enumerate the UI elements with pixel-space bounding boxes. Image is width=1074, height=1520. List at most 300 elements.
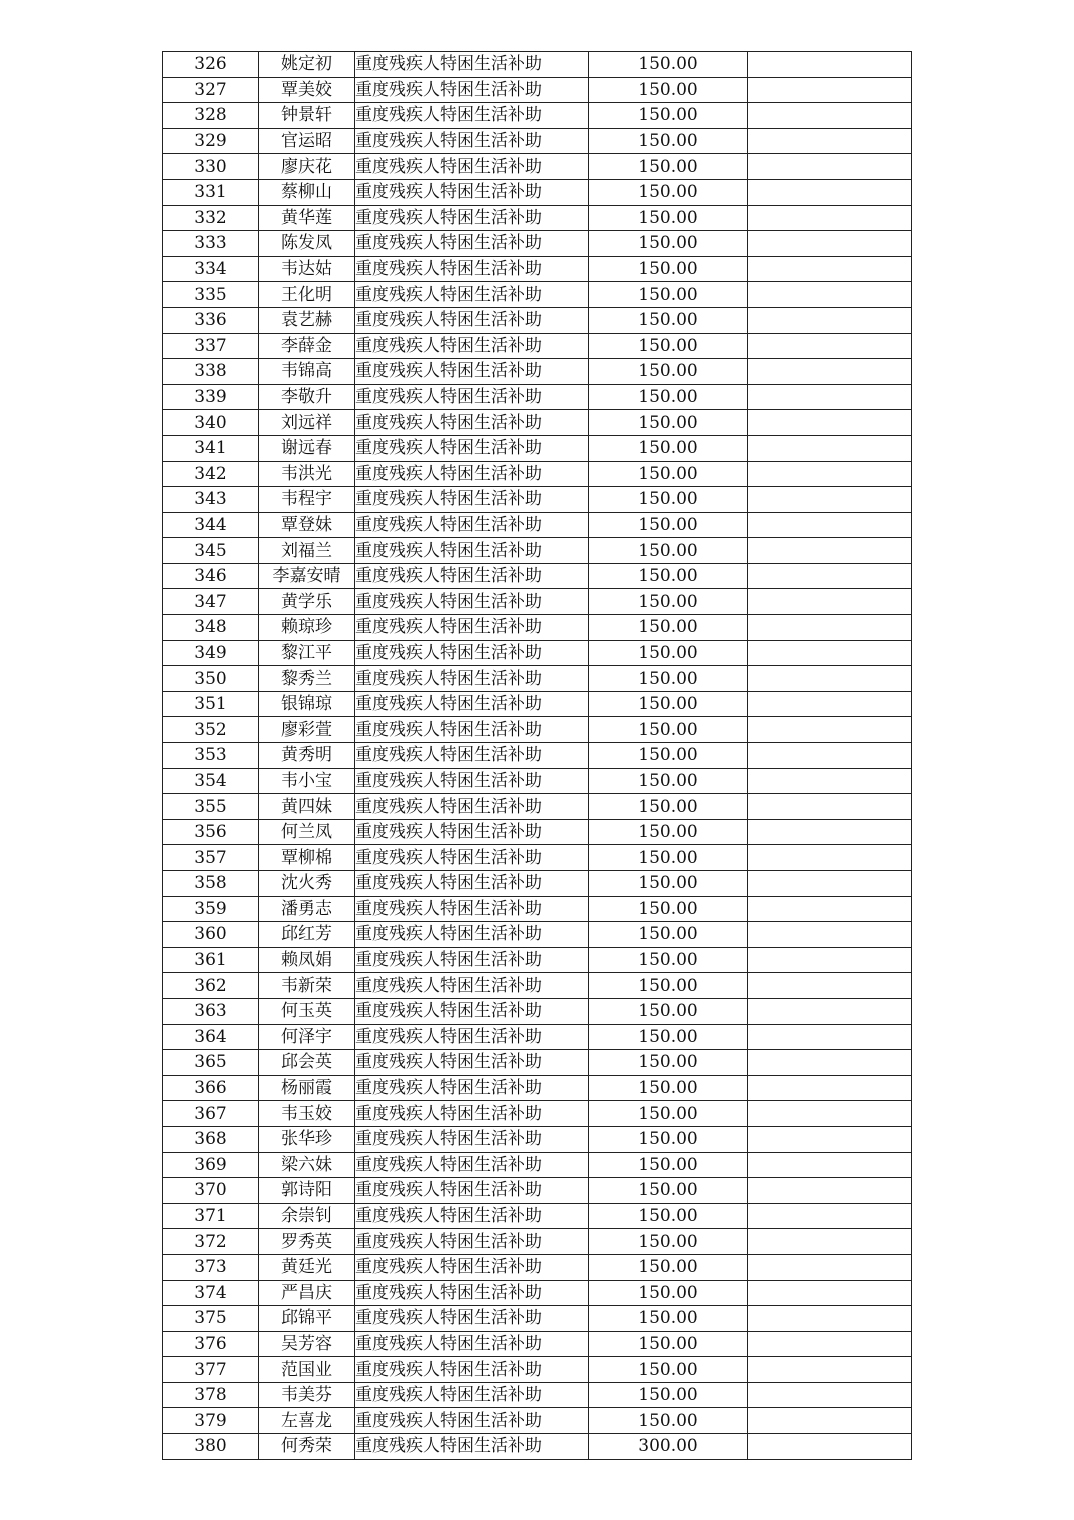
recipient-name-cell: 陈发凤 xyxy=(259,231,355,257)
recipient-name-cell: 韦洪光 xyxy=(259,461,355,487)
recipient-name-cell: 严昌庆 xyxy=(259,1280,355,1306)
row-number-cell: 376 xyxy=(163,1331,259,1357)
row-number-cell: 357 xyxy=(163,845,259,871)
amount-cell: 150.00 xyxy=(589,947,748,973)
amount-cell: 150.00 xyxy=(589,666,748,692)
row-number-cell: 331 xyxy=(163,179,259,205)
row-number-cell: 350 xyxy=(163,666,259,692)
row-number-cell: 365 xyxy=(163,1050,259,1076)
recipient-name-cell: 韦玉姣 xyxy=(259,1101,355,1127)
row-number-cell: 345 xyxy=(163,538,259,564)
table-row xyxy=(163,563,912,589)
amount-cell: 150.00 xyxy=(589,1126,748,1152)
remark-cell xyxy=(748,1050,912,1076)
subsidy-type-cell: 重度残疾人特困生活补助 xyxy=(355,1357,589,1383)
remark-cell xyxy=(748,1229,912,1255)
row-number-cell: 351 xyxy=(163,691,259,717)
recipient-name-cell: 王化明 xyxy=(259,282,355,308)
subsidy-type-cell: 重度残疾人特困生活补助 xyxy=(355,1152,589,1178)
table-row xyxy=(163,410,912,436)
row-number-cell: 371 xyxy=(163,1203,259,1229)
table-row xyxy=(163,512,912,538)
recipient-name-cell: 黎江平 xyxy=(259,640,355,666)
row-number-cell: 352 xyxy=(163,717,259,743)
remark-cell xyxy=(748,1101,912,1127)
subsidy-type-cell: 重度残疾人特困生活补助 xyxy=(355,1178,589,1204)
table-row xyxy=(163,333,912,359)
subsidy-type-cell: 重度残疾人特困生活补助 xyxy=(355,1306,589,1332)
remark-cell xyxy=(748,666,912,692)
table-row xyxy=(163,77,912,103)
subsidy-type-cell: 重度残疾人特困生活补助 xyxy=(355,461,589,487)
recipient-name-cell: 李嘉安晴 xyxy=(259,563,355,589)
row-number-cell: 361 xyxy=(163,947,259,973)
table-row xyxy=(163,1408,912,1434)
remark-cell xyxy=(748,1178,912,1204)
recipient-name-cell: 袁艺赫 xyxy=(259,307,355,333)
amount-cell: 150.00 xyxy=(589,461,748,487)
recipient-name-cell: 韦锦高 xyxy=(259,359,355,385)
row-number-cell: 363 xyxy=(163,998,259,1024)
table-row xyxy=(163,1126,912,1152)
table-row xyxy=(163,1306,912,1332)
amount-cell: 150.00 xyxy=(589,794,748,820)
remark-cell xyxy=(748,435,912,461)
table-row xyxy=(163,947,912,973)
subsidy-type-cell: 重度残疾人特困生活补助 xyxy=(355,589,589,615)
recipient-name-cell: 邱红芳 xyxy=(259,922,355,948)
table-row xyxy=(163,52,912,78)
remark-cell xyxy=(748,179,912,205)
table-row xyxy=(163,128,912,154)
remark-cell xyxy=(748,896,912,922)
recipient-name-cell: 黄华莲 xyxy=(259,205,355,231)
row-number-cell: 359 xyxy=(163,896,259,922)
table-row xyxy=(163,384,912,410)
row-number-cell: 380 xyxy=(163,1434,259,1460)
table-row xyxy=(163,1203,912,1229)
remark-cell xyxy=(748,1152,912,1178)
subsidy-type-cell: 重度残疾人特困生活补助 xyxy=(355,359,589,385)
subsidy-type-cell: 重度残疾人特困生活补助 xyxy=(355,998,589,1024)
table-row xyxy=(163,179,912,205)
subsidy-type-cell: 重度残疾人特困生活补助 xyxy=(355,1024,589,1050)
subsidy-type-cell: 重度残疾人特困生活补助 xyxy=(355,666,589,692)
recipient-name-cell: 左喜龙 xyxy=(259,1408,355,1434)
remark-cell xyxy=(748,307,912,333)
table-row xyxy=(163,461,912,487)
amount-cell: 150.00 xyxy=(589,512,748,538)
remark-cell xyxy=(748,640,912,666)
row-number-cell: 366 xyxy=(163,1075,259,1101)
recipient-name-cell: 罗秀英 xyxy=(259,1229,355,1255)
remark-cell xyxy=(748,1357,912,1383)
amount-cell: 150.00 xyxy=(589,640,748,666)
table-row xyxy=(163,615,912,641)
row-number-cell: 330 xyxy=(163,154,259,180)
row-number-cell: 369 xyxy=(163,1152,259,1178)
subsidy-type-cell: 重度残疾人特困生活补助 xyxy=(355,1408,589,1434)
row-number-cell: 375 xyxy=(163,1306,259,1332)
subsidy-type-cell: 重度残疾人特困生活补助 xyxy=(355,538,589,564)
amount-cell: 150.00 xyxy=(589,768,748,794)
amount-cell: 150.00 xyxy=(589,871,748,897)
recipient-name-cell: 潘勇志 xyxy=(259,896,355,922)
row-number-cell: 328 xyxy=(163,103,259,129)
amount-cell: 150.00 xyxy=(589,1229,748,1255)
remark-cell xyxy=(748,359,912,385)
recipient-name-cell: 杨丽霞 xyxy=(259,1075,355,1101)
remark-cell xyxy=(748,538,912,564)
subsidy-type-cell: 重度残疾人特困生活补助 xyxy=(355,384,589,410)
remark-cell xyxy=(748,845,912,871)
remark-cell xyxy=(748,103,912,129)
recipient-name-cell: 刘远祥 xyxy=(259,410,355,436)
recipient-name-cell: 郭诗阳 xyxy=(259,1178,355,1204)
remark-cell xyxy=(748,819,912,845)
table-row xyxy=(163,691,912,717)
amount-cell: 150.00 xyxy=(589,1331,748,1357)
amount-cell: 150.00 xyxy=(589,973,748,999)
amount-cell: 150.00 xyxy=(589,333,748,359)
recipient-name-cell: 沈火秀 xyxy=(259,871,355,897)
table-row xyxy=(163,871,912,897)
amount-cell: 150.00 xyxy=(589,1357,748,1383)
recipient-name-cell: 何兰凤 xyxy=(259,819,355,845)
table-row xyxy=(163,103,912,129)
row-number-cell: 368 xyxy=(163,1126,259,1152)
amount-cell: 150.00 xyxy=(589,1203,748,1229)
row-number-cell: 335 xyxy=(163,282,259,308)
subsidy-type-cell: 重度残疾人特困生活补助 xyxy=(355,256,589,282)
row-number-cell: 367 xyxy=(163,1101,259,1127)
amount-cell: 150.00 xyxy=(589,845,748,871)
table-row xyxy=(163,1382,912,1408)
subsidy-type-cell: 重度残疾人特困生活补助 xyxy=(355,947,589,973)
amount-cell: 150.00 xyxy=(589,1178,748,1204)
row-number-cell: 364 xyxy=(163,1024,259,1050)
row-number-cell: 355 xyxy=(163,794,259,820)
amount-cell: 150.00 xyxy=(589,282,748,308)
table-row xyxy=(163,1152,912,1178)
table-row xyxy=(163,231,912,257)
recipient-name-cell: 吴芳容 xyxy=(259,1331,355,1357)
recipient-name-cell: 黄廷光 xyxy=(259,1254,355,1280)
remark-cell xyxy=(748,256,912,282)
amount-cell: 150.00 xyxy=(589,538,748,564)
row-number-cell: 374 xyxy=(163,1280,259,1306)
subsidy-type-cell: 重度残疾人特困生活补助 xyxy=(355,1254,589,1280)
table-row xyxy=(163,819,912,845)
remark-cell xyxy=(748,1382,912,1408)
subsidy-type-cell: 重度残疾人特困生活补助 xyxy=(355,819,589,845)
recipient-name-cell: 官运昭 xyxy=(259,128,355,154)
table-row xyxy=(163,743,912,769)
table-row xyxy=(163,1434,912,1460)
amount-cell: 150.00 xyxy=(589,615,748,641)
recipient-name-cell: 廖庆花 xyxy=(259,154,355,180)
amount-cell: 150.00 xyxy=(589,487,748,513)
remark-cell xyxy=(748,1434,912,1460)
amount-cell: 150.00 xyxy=(589,1382,748,1408)
row-number-cell: 337 xyxy=(163,333,259,359)
table-row xyxy=(163,1229,912,1255)
remark-cell xyxy=(748,1203,912,1229)
recipient-name-cell: 张华珍 xyxy=(259,1126,355,1152)
recipient-name-cell: 刘福兰 xyxy=(259,538,355,564)
amount-cell: 150.00 xyxy=(589,307,748,333)
remark-cell xyxy=(748,282,912,308)
subsidy-type-cell: 重度残疾人特困生活补助 xyxy=(355,128,589,154)
subsidy-type-cell: 重度残疾人特困生活补助 xyxy=(355,333,589,359)
remark-cell xyxy=(748,487,912,513)
recipient-name-cell: 赖琼珍 xyxy=(259,615,355,641)
recipient-name-cell: 谢远春 xyxy=(259,435,355,461)
recipient-name-cell: 韦小宝 xyxy=(259,768,355,794)
amount-cell: 150.00 xyxy=(589,896,748,922)
amount-cell: 150.00 xyxy=(589,563,748,589)
table-row xyxy=(163,1331,912,1357)
remark-cell xyxy=(748,973,912,999)
recipient-name-cell: 廖彩萱 xyxy=(259,717,355,743)
subsidy-type-cell: 重度残疾人特困生活补助 xyxy=(355,512,589,538)
remark-cell xyxy=(748,384,912,410)
row-number-cell: 326 xyxy=(163,52,259,78)
row-number-cell: 354 xyxy=(163,768,259,794)
table-row xyxy=(163,359,912,385)
subsidy-type-cell: 重度残疾人特困生活补助 xyxy=(355,691,589,717)
row-number-cell: 378 xyxy=(163,1382,259,1408)
recipient-name-cell: 何泽宇 xyxy=(259,1024,355,1050)
subsidy-type-cell: 重度残疾人特困生活补助 xyxy=(355,1382,589,1408)
table-row xyxy=(163,487,912,513)
recipient-name-cell: 邱会英 xyxy=(259,1050,355,1076)
amount-cell: 150.00 xyxy=(589,435,748,461)
row-number-cell: 353 xyxy=(163,743,259,769)
row-number-cell: 373 xyxy=(163,1254,259,1280)
amount-cell: 150.00 xyxy=(589,1101,748,1127)
amount-cell: 150.00 xyxy=(589,691,748,717)
table-row xyxy=(163,256,912,282)
amount-cell: 150.00 xyxy=(589,179,748,205)
subsidy-type-cell: 重度残疾人特困生活补助 xyxy=(355,768,589,794)
table-row xyxy=(163,538,912,564)
amount-cell: 150.00 xyxy=(589,1152,748,1178)
row-number-cell: 346 xyxy=(163,563,259,589)
subsidy-type-cell: 重度残疾人特困生活补助 xyxy=(355,205,589,231)
table-row xyxy=(163,1178,912,1204)
subsidy-type-cell: 重度残疾人特困生活补助 xyxy=(355,717,589,743)
row-number-cell: 344 xyxy=(163,512,259,538)
amount-cell: 150.00 xyxy=(589,819,748,845)
remark-cell xyxy=(748,768,912,794)
recipient-name-cell: 姚定初 xyxy=(259,52,355,78)
recipient-name-cell: 韦美芬 xyxy=(259,1382,355,1408)
row-number-cell: 379 xyxy=(163,1408,259,1434)
subsidy-type-cell: 重度残疾人特困生活补助 xyxy=(355,77,589,103)
subsidy-type-cell: 重度残疾人特困生活补助 xyxy=(355,1331,589,1357)
amount-cell: 150.00 xyxy=(589,1280,748,1306)
remark-cell xyxy=(748,794,912,820)
remark-cell xyxy=(748,1075,912,1101)
table-row xyxy=(163,973,912,999)
recipient-name-cell: 钟景轩 xyxy=(259,103,355,129)
amount-cell: 150.00 xyxy=(589,1306,748,1332)
subsidy-type-cell: 重度残疾人特困生活补助 xyxy=(355,743,589,769)
recipient-name-cell: 赖凤娟 xyxy=(259,947,355,973)
row-number-cell: 343 xyxy=(163,487,259,513)
amount-cell: 150.00 xyxy=(589,717,748,743)
remark-cell xyxy=(748,691,912,717)
recipient-name-cell: 李薛金 xyxy=(259,333,355,359)
table-row xyxy=(163,1075,912,1101)
recipient-name-cell: 黄学乐 xyxy=(259,589,355,615)
remark-cell xyxy=(748,333,912,359)
recipient-name-cell: 韦新荣 xyxy=(259,973,355,999)
table-row xyxy=(163,154,912,180)
recipient-name-cell: 黄秀明 xyxy=(259,743,355,769)
remark-cell xyxy=(748,77,912,103)
subsidy-type-cell: 重度残疾人特困生活补助 xyxy=(355,1126,589,1152)
amount-cell: 150.00 xyxy=(589,154,748,180)
remark-cell xyxy=(748,1331,912,1357)
subsidy-table-body xyxy=(163,52,912,1460)
recipient-name-cell: 覃美姣 xyxy=(259,77,355,103)
subsidy-type-cell: 重度残疾人特困生活补助 xyxy=(355,845,589,871)
amount-cell: 150.00 xyxy=(589,1254,748,1280)
remark-cell xyxy=(748,743,912,769)
row-number-cell: 340 xyxy=(163,410,259,436)
amount-cell: 150.00 xyxy=(589,52,748,78)
recipient-name-cell: 覃登妹 xyxy=(259,512,355,538)
table-row xyxy=(163,1024,912,1050)
table-row xyxy=(163,922,912,948)
row-number-cell: 334 xyxy=(163,256,259,282)
amount-cell: 300.00 xyxy=(589,1434,748,1460)
amount-cell: 150.00 xyxy=(589,922,748,948)
remark-cell xyxy=(748,1126,912,1152)
subsidy-type-cell: 重度残疾人特困生活补助 xyxy=(355,1050,589,1076)
row-number-cell: 341 xyxy=(163,435,259,461)
subsidy-type-cell: 重度残疾人特困生活补助 xyxy=(355,103,589,129)
recipient-name-cell: 梁六妹 xyxy=(259,1152,355,1178)
remark-cell xyxy=(748,1280,912,1306)
remark-cell xyxy=(748,52,912,78)
subsidy-type-cell: 重度残疾人特困生活补助 xyxy=(355,179,589,205)
table-row xyxy=(163,666,912,692)
subsidy-type-cell: 重度残疾人特困生活补助 xyxy=(355,410,589,436)
remark-cell xyxy=(748,717,912,743)
row-number-cell: 360 xyxy=(163,922,259,948)
subsidy-type-cell: 重度残疾人特困生活补助 xyxy=(355,794,589,820)
remark-cell xyxy=(748,1024,912,1050)
table-row xyxy=(163,205,912,231)
remark-cell xyxy=(748,205,912,231)
remark-cell xyxy=(748,1254,912,1280)
subsidy-type-cell: 重度残疾人特困生活补助 xyxy=(355,1229,589,1255)
subsidy-type-cell: 重度残疾人特困生活补助 xyxy=(355,973,589,999)
row-number-cell: 377 xyxy=(163,1357,259,1383)
amount-cell: 150.00 xyxy=(589,410,748,436)
table-row xyxy=(163,1254,912,1280)
row-number-cell: 370 xyxy=(163,1178,259,1204)
remark-cell xyxy=(748,410,912,436)
remark-cell xyxy=(748,231,912,257)
remark-cell xyxy=(748,947,912,973)
subsidy-type-cell: 重度残疾人特困生活补助 xyxy=(355,1101,589,1127)
amount-cell: 150.00 xyxy=(589,1024,748,1050)
recipient-name-cell: 覃柳棉 xyxy=(259,845,355,871)
recipient-name-cell: 黄四妹 xyxy=(259,794,355,820)
remark-cell xyxy=(748,461,912,487)
remark-cell xyxy=(748,871,912,897)
remark-cell xyxy=(748,615,912,641)
remark-cell xyxy=(748,1306,912,1332)
amount-cell: 150.00 xyxy=(589,1050,748,1076)
row-number-cell: 332 xyxy=(163,205,259,231)
table-row xyxy=(163,1050,912,1076)
table-row xyxy=(163,768,912,794)
recipient-name-cell: 蔡柳山 xyxy=(259,179,355,205)
remark-cell xyxy=(748,512,912,538)
recipient-name-cell: 范国业 xyxy=(259,1357,355,1383)
amount-cell: 150.00 xyxy=(589,231,748,257)
subsidy-type-cell: 重度残疾人特困生活补助 xyxy=(355,1434,589,1460)
row-number-cell: 349 xyxy=(163,640,259,666)
row-number-cell: 372 xyxy=(163,1229,259,1255)
remark-cell xyxy=(748,922,912,948)
table-row xyxy=(163,640,912,666)
subsidy-type-cell: 重度残疾人特困生活补助 xyxy=(355,1280,589,1306)
recipient-name-cell: 余崇钊 xyxy=(259,1203,355,1229)
remark-cell xyxy=(748,563,912,589)
subsidy-type-cell: 重度残疾人特困生活补助 xyxy=(355,640,589,666)
recipient-name-cell: 邱锦平 xyxy=(259,1306,355,1332)
amount-cell: 150.00 xyxy=(589,743,748,769)
subsidy-type-cell: 重度残疾人特困生活补助 xyxy=(355,1075,589,1101)
amount-cell: 150.00 xyxy=(589,205,748,231)
row-number-cell: 327 xyxy=(163,77,259,103)
subsidy-type-cell: 重度残疾人特困生活补助 xyxy=(355,615,589,641)
amount-cell: 150.00 xyxy=(589,1408,748,1434)
recipient-name-cell: 黎秀兰 xyxy=(259,666,355,692)
table-row xyxy=(163,1357,912,1383)
row-number-cell: 333 xyxy=(163,231,259,257)
amount-cell: 150.00 xyxy=(589,1075,748,1101)
subsidy-type-cell: 重度残疾人特困生活补助 xyxy=(355,487,589,513)
row-number-cell: 342 xyxy=(163,461,259,487)
subsidy-type-cell: 重度残疾人特困生活补助 xyxy=(355,52,589,78)
table-row xyxy=(163,998,912,1024)
row-number-cell: 358 xyxy=(163,871,259,897)
subsidy-type-cell: 重度残疾人特困生活补助 xyxy=(355,154,589,180)
table-row xyxy=(163,845,912,871)
subsidy-type-cell: 重度残疾人特困生活补助 xyxy=(355,282,589,308)
table-row xyxy=(163,896,912,922)
amount-cell: 150.00 xyxy=(589,128,748,154)
row-number-cell: 362 xyxy=(163,973,259,999)
remark-cell xyxy=(748,154,912,180)
subsidy-table xyxy=(162,51,912,1460)
subsidy-type-cell: 重度残疾人特困生活补助 xyxy=(355,563,589,589)
row-number-cell: 348 xyxy=(163,615,259,641)
row-number-cell: 356 xyxy=(163,819,259,845)
amount-cell: 150.00 xyxy=(589,256,748,282)
amount-cell: 150.00 xyxy=(589,998,748,1024)
table-row xyxy=(163,794,912,820)
table-row xyxy=(163,282,912,308)
subsidy-type-cell: 重度残疾人特困生活补助 xyxy=(355,896,589,922)
